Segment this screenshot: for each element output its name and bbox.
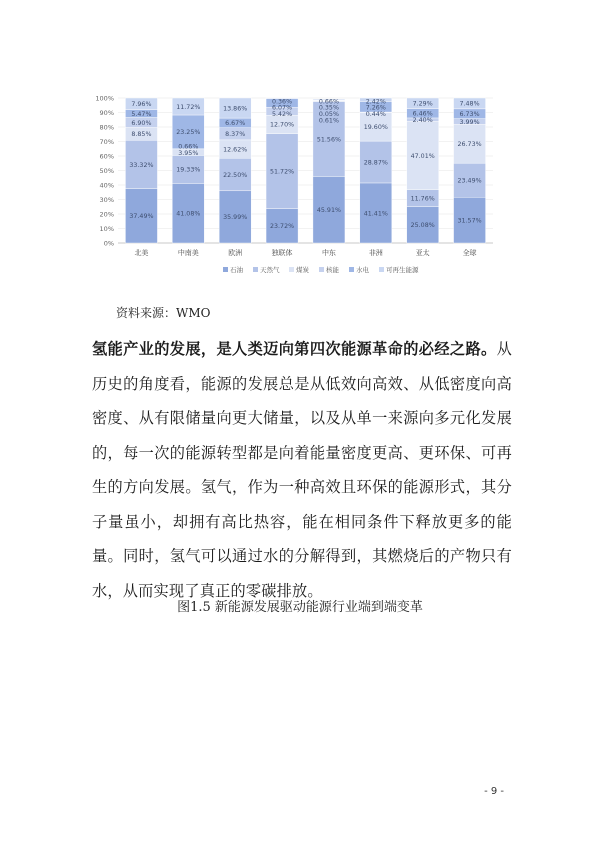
data-label: 7.26% — [365, 104, 386, 112]
data-label: 7.96% — [131, 101, 152, 109]
legend-label: 天然气 — [260, 266, 280, 274]
data-label: 7.48% — [459, 100, 480, 108]
data-label: 41.41% — [363, 210, 388, 218]
paragraph-lead: 氢能产业的发展，是人类迈向第四次能源革命的必经之路。 — [92, 340, 497, 358]
data-label: 23.25% — [176, 129, 201, 137]
y-tick-label: 90% — [99, 109, 114, 117]
energy-mix-chart — [88, 88, 508, 288]
data-label: 6.67% — [225, 120, 246, 128]
legend-label: 水电 — [356, 266, 369, 274]
data-label: 51.72% — [270, 168, 295, 176]
data-label: 0.61% — [318, 117, 339, 125]
legend-label: 核能 — [326, 266, 339, 274]
data-label: 8.85% — [131, 131, 152, 139]
legend-swatch — [379, 267, 384, 272]
x-tick-label: 全球 — [462, 249, 477, 257]
y-tick-label: 40% — [99, 181, 114, 190]
y-tick-label: 100% — [95, 94, 114, 103]
x-tick-label: 中东 — [321, 249, 336, 257]
data-label: 51.56% — [316, 136, 341, 144]
data-label: 0.05% — [318, 111, 339, 119]
data-label: 2.40% — [412, 116, 433, 124]
legend-label: 石油 — [230, 266, 243, 274]
x-axis — [134, 248, 476, 257]
data-label: 19.60% — [363, 124, 388, 132]
y-tick-label: 0% — [103, 239, 114, 248]
x-tick-label: 中南美 — [177, 249, 199, 257]
data-label: 11.76% — [410, 195, 435, 203]
data-label: 3.95% — [178, 149, 199, 157]
data-label: 3.99% — [459, 118, 480, 126]
data-label: 6.07% — [272, 104, 293, 112]
y-tick-label: 70% — [99, 138, 114, 146]
chart-legend — [223, 265, 419, 274]
data-label: 45.91% — [316, 207, 341, 215]
paragraph-body: 从历史的角度看，能源的发展总是从低效向高效、从低密度向高密度、从有限储量向更大储量，以及从单一来源向多元化发展的，每一次的能源转型都是向着能量密度更高、更环保、可再生的方向发展。氢气，作为一种高效且环保的能源形式，其分子量虽小，却拥有高比热容，能在相同条件下释放更多的能量。同时，氢气可以通过水的分解得到，其燃烧后的产物只有水，从而实现了真正的零碳排放。 — [92, 340, 512, 600]
data-label: 25.08% — [410, 222, 435, 230]
data-label: 47.01% — [410, 152, 435, 160]
data-label: 11.72% — [176, 103, 201, 111]
data-label: 13.86% — [223, 105, 248, 113]
figure-caption: 图1.5 新能源发展驱动能源行业端到端变革 — [177, 600, 423, 615]
data-label: 5.47% — [131, 110, 152, 118]
data-label: 0.36% — [272, 98, 293, 106]
x-tick-label: 欧洲 — [228, 249, 243, 257]
data-label: 6.90% — [131, 119, 152, 127]
y-tick-label: 30% — [99, 196, 114, 204]
data-label: 7.29% — [412, 100, 433, 108]
data-label: 28.87% — [363, 159, 388, 167]
legend-swatch — [349, 267, 354, 272]
data-label: 5.42% — [272, 111, 293, 119]
data-label: 0.44% — [365, 111, 386, 119]
data-label: 23.72% — [270, 223, 295, 231]
data-label: 0.66% — [318, 98, 339, 106]
y-tick-label: 20% — [99, 210, 114, 219]
y-tick-label: 50% — [99, 167, 114, 175]
y-axis — [95, 95, 114, 248]
legend-swatch — [289, 267, 294, 272]
source-note: 资料来源：WMO — [116, 306, 211, 320]
data-label: 8.37% — [225, 131, 246, 139]
body-paragraph — [92, 332, 512, 608]
x-tick-label: 亚太 — [415, 249, 430, 257]
data-label: 33.32% — [129, 161, 154, 169]
x-tick-label: 北美 — [134, 249, 149, 257]
legend-swatch — [223, 267, 228, 272]
data-label: 6.46% — [412, 110, 433, 118]
data-label: 23.49% — [457, 177, 482, 185]
data-label: 37.49% — [129, 213, 154, 221]
legend-swatch — [253, 267, 258, 272]
legend-label: 可再生能源 — [386, 266, 419, 274]
legend-label: 煤炭 — [296, 266, 309, 274]
data-label: 0.35% — [318, 104, 339, 112]
data-label: 12.70% — [270, 121, 295, 129]
data-label: 22.50% — [223, 171, 248, 179]
legend-swatch — [319, 267, 324, 272]
page-number: - 9 - — [484, 786, 504, 797]
data-label: 26.73% — [457, 141, 482, 149]
y-tick-label: 10% — [99, 225, 114, 233]
y-tick-label: 80% — [99, 123, 114, 132]
y-tick-label: 60% — [99, 152, 114, 161]
data-label: 41.08% — [176, 210, 201, 218]
data-label: 19.33% — [176, 166, 201, 174]
data-label: 12.62% — [223, 146, 248, 154]
data-label: 35.99% — [223, 214, 248, 222]
data-label: 6.73% — [459, 111, 480, 119]
x-tick-label: 非洲 — [368, 249, 383, 257]
data-label: 31.57% — [457, 217, 482, 225]
x-tick-label: 独联体 — [271, 249, 293, 257]
data-label: 2.42% — [365, 98, 386, 106]
data-label: 0.66% — [178, 143, 199, 151]
